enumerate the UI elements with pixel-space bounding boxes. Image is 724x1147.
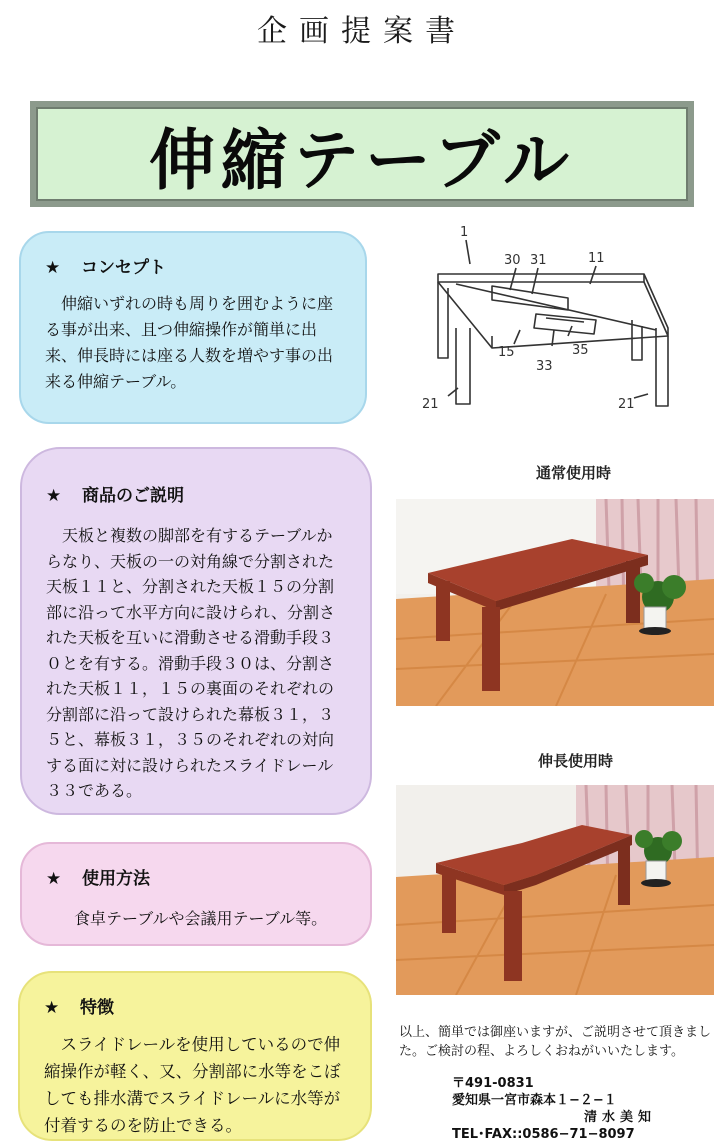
title-banner-inner [36,107,688,201]
normal-table-photo [396,499,714,706]
product-title: 伸縮テーブル [148,121,576,199]
concept-heading-text: コンセプト [81,258,166,278]
extended-use-caption: 伸長使用時 [538,752,614,770]
product-heading-text: 商品のご説明 [82,486,184,506]
normal-use-caption: 通常使用時 [536,464,612,482]
address: 愛知県一宮市森本１−２−１ [452,1093,617,1108]
features-card [18,971,372,1141]
product-heading [46,483,346,509]
diagram-label: 33 [536,359,553,374]
diagram-label: 1 [460,225,469,240]
contact-block [452,1075,712,1143]
star-icon: ★ [46,486,62,506]
usage-heading [46,866,346,892]
concept-body: 伸縮いずれの時も周りを囲むように座る事が出来、且つ伸縮操作が簡単に出来、伸長時には座る人数を増やす事の出来る伸縮テーブル。 [45,294,334,391]
product-description-card [20,447,372,815]
usage-body: 食卓テーブルや会議用テーブル等。 [74,909,328,928]
usage-card [20,842,372,946]
concept-heading [45,255,341,281]
diagram-label: 21 [422,397,439,412]
concept-card [19,231,367,424]
features-heading [44,995,346,1021]
tel-fax: TEL･FAX::0586−71−8097 [452,1127,635,1142]
star-icon: ★ [44,998,60,1018]
table-diagram [396,218,702,436]
postal-code: 〒491-0831 [452,1076,534,1091]
features-heading-text: 特徴 [80,998,114,1018]
product-body: 天板と複数の脚部を有するテーブルからなり、天板の一の対角線で分割された天板１１と、分割された天板１５の分割部に沿って水平方向に設けられ、分割された天板を互いに滑動させる滑動手段３０とを有する。滑動手段３０は、分割された天板１１，１５の裏面のそれぞれの分割部に沿って設けられた幕板３１，３５と、幕板３１，３５のそれぞれの対向する面に対に設けられたスライドレール３３である。 [46,526,335,800]
title-banner [30,101,694,207]
diagram-label: 15 [498,345,515,360]
diagram-label: 31 [530,253,547,268]
star-icon: ★ [45,258,61,278]
star-icon: ★ [46,869,62,889]
diagram-label: 30 [504,253,521,268]
extended-table-photo [396,785,714,995]
features-body: スライドレールを使用しているので伸縮操作が軽く、又、分割部に水等をこぼしても排水溝でスライドレールに水等が付着するのを防止できる。 [44,1035,341,1135]
contact-name: 清水美知 [584,1110,657,1125]
closing-message: 以上、簡単では御座いますが、ご説明させて頂きました。ご検討の程、よろしくおねがいいたします。 [399,1025,712,1059]
diagram-label: 21 [618,397,635,412]
diagram-label: 35 [572,343,589,358]
diagram-label: 11 [588,251,605,266]
document-title: 企画提案書 [257,14,467,49]
usage-heading-text: 使用方法 [82,869,150,889]
